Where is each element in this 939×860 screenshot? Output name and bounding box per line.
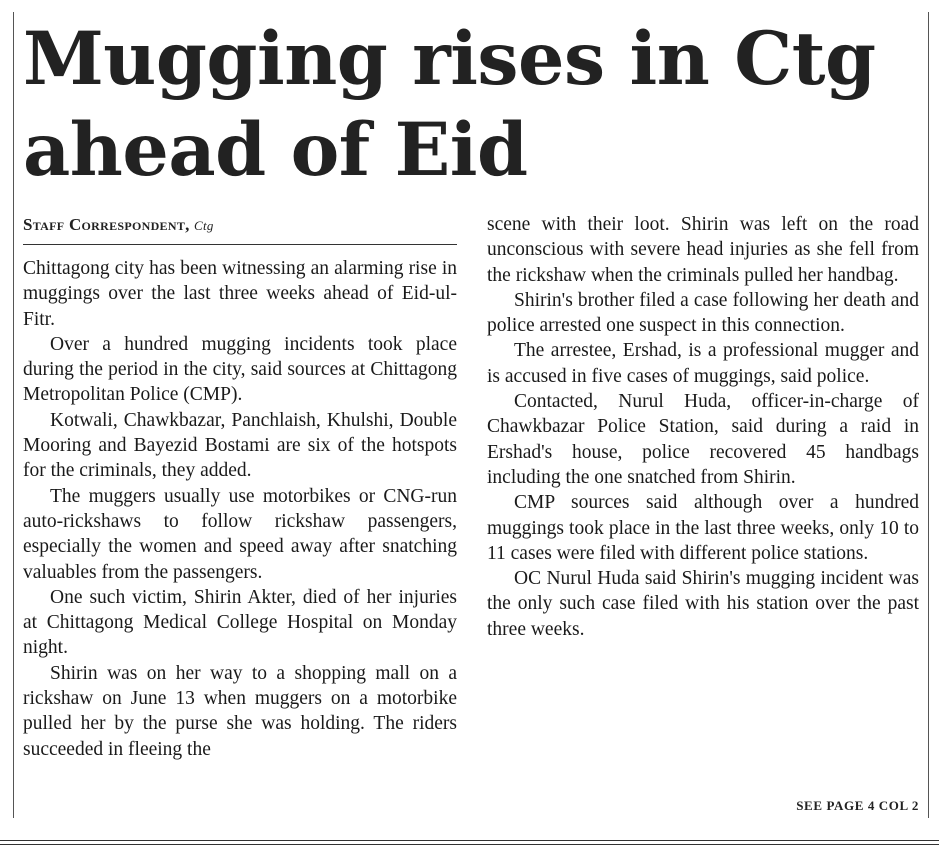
jump-line: SEE PAGE 4 COL 2	[796, 798, 919, 813]
paragraph: Shirin was on her way to a shopping mall on a rickshaw on June 13 when muggers on a motorbike pulled her by the purse she was holding. The riders succeeded in fleeing the	[23, 662, 457, 760]
paragraph: Kotwali, Chawkbazar, Panchlaish, Khulshi, Double Mooring and Bayezid Bostami are six of the hotspots for the criminals, they added.	[23, 409, 457, 482]
byline-location: Ctg	[194, 218, 214, 233]
paragraph: Shirin's brother filed a case following her death and police arrested one suspect in this connection.	[487, 289, 919, 337]
bottom-rule	[0, 840, 939, 841]
headline: Mugging rises in Ctg ahead of Eid	[23, 16, 876, 193]
paragraph: Chittagong city has been witnessing an alarming rise in muggings over the last three weeks ahead of Eid-ul-Fitr.	[23, 258, 457, 330]
paragraph: The arrestee, Ershad, is a professional mugger and is accused in five cases of muggings, said police.	[487, 340, 919, 387]
column-1-text	[23, 256, 457, 762]
paragraph: CMP sources said although over a hundred muggings took place in the last three weeks, only 10 to 11 cases were filed with different police stations.	[487, 492, 919, 564]
left-column-rule	[13, 12, 14, 818]
byline-author: Staff Correspondent,	[23, 215, 190, 234]
byline	[23, 214, 457, 237]
byline-rule	[23, 244, 457, 245]
column-2-text	[487, 212, 919, 642]
right-column-rule	[928, 12, 929, 818]
paragraph: OC Nurul Huda said Shirin's mugging incident was the only such case filed with his station over the past three weeks.	[487, 568, 919, 640]
paragraph: Contacted, Nurul Huda, officer-in-charge of Chawkbazar Police Station, said during a raid in Ershad's house, police recovered 45 handbags including the one snatched from Shirin.	[487, 391, 919, 488]
paragraph: Over a hundred mugging incidents took place during the period in the city, said sources at Chittagong Metropolitan Police (CMP).	[23, 333, 457, 406]
bottom-rule	[0, 844, 939, 845]
paragraph: One such victim, Shirin Akter, died of her injuries at Chittagong Medical College Hospital on Monday night.	[23, 586, 457, 659]
paragraph: The muggers usually use motorbikes or CNG-run auto-rickshaws to follow rickshaw passengers, especially the women and speed away after snatching valuables from the passengers.	[23, 485, 457, 583]
paragraph: scene with their loot. Shirin was left on the road unconscious with severe head injuries as she fell from the rickshaw when the criminals pulled her handbag.	[487, 214, 919, 286]
